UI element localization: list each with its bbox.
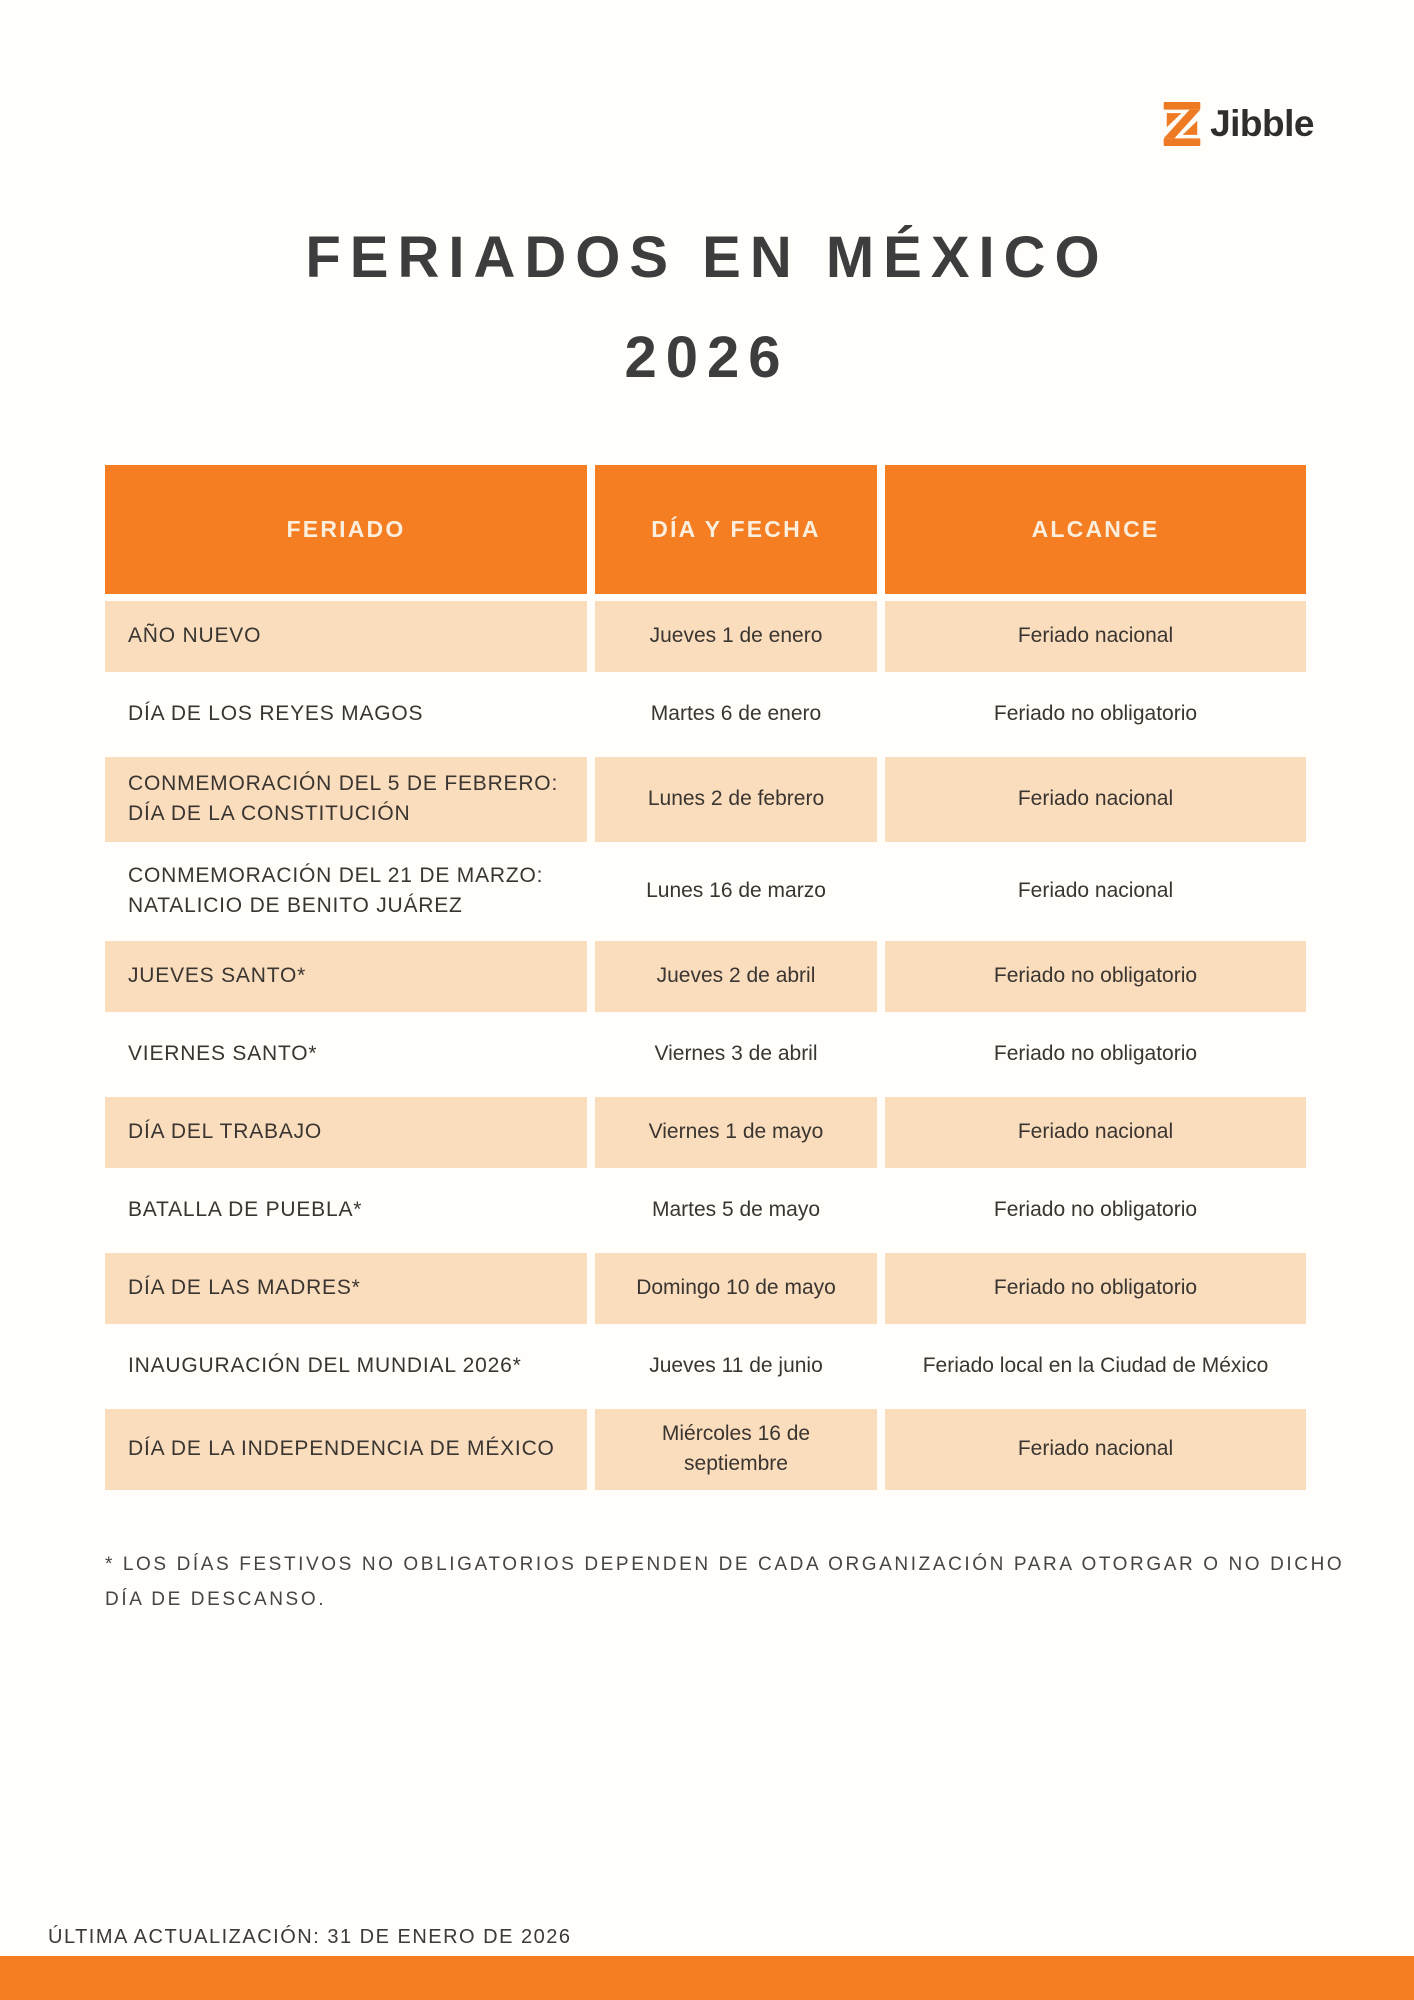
cell-fecha: Viernes 3 de abril [654,1042,818,1066]
last-updated-text: ÚLTIMA ACTUALIZACIÓN: 31 DE ENERO DE 2026 [48,1926,572,1948]
cell-fecha: Viernes 1 de mayo [595,1097,877,1168]
cell-fecha: Martes 6 de enero [650,702,822,726]
footnote: * LOS DÍAS FESTIVOS NO OBLIGATORIOS DEPENDEN DE CADA ORGANIZACIÓN PARA OTORGAR O NO DICHO DÍA DE DESCANSO. [105,1554,1345,1611]
jibble-hourglass-icon [1162,102,1202,146]
column-header-feriado: FERIADO [105,465,587,594]
cell-alcance: Feriado no obligatorio [885,941,1306,1012]
cell-alcance: Feriado nacional [1017,879,1174,903]
cell-feriado: JUEVES SANTO* [105,941,587,1012]
cell-alcance: Feriado nacional [885,601,1306,672]
cell-feriado: VIERNES SANTO* [128,1042,318,1066]
cell-feriado: INAUGURACIÓN DEL MUNDIAL 2026* [128,1354,522,1378]
page-title-line1: FERIADOS EN MÉXICO [305,225,1109,290]
cell-alcance: Feriado nacional [885,757,1306,842]
cell-feriado: CONMEMORACIÓN DEL 21 DE MARZO: NATALICIO DE BENITO JUÁREZ [128,863,544,918]
cell-fecha: Jueves 2 de abril [595,941,877,1012]
cell-alcance: Feriado no obligatorio [885,1253,1306,1324]
cell-feriado: DÍA DE LA INDEPENDENCIA DE MÉXICO [105,1409,587,1490]
cell-feriado: DÍA DE LOS REYES MAGOS [128,702,424,726]
cell-fecha: Jueves 1 de enero [595,601,877,672]
bottom-accent-bar [0,1956,1414,2000]
holidays-table [105,465,1306,1490]
cell-alcance: Feriado local en la Ciudad de México [922,1354,1269,1378]
cell-fecha: Martes 5 de mayo [651,1198,821,1222]
jibble-logo [1162,102,1314,146]
cell-feriado: AÑO NUEVO [105,601,587,672]
column-header-alcance: ALCANCE [885,465,1306,594]
cell-feriado: DÍA DE LAS MADRES* [105,1253,587,1324]
cell-feriado: CONMEMORACIÓN DEL 5 DE FEBRERO: DÍA DE LA CONSTITUCIÓN [105,757,587,842]
column-header-fecha: DÍA Y FECHA [595,465,877,594]
cell-fecha: Jueves 11 de junio [649,1354,823,1378]
cell-fecha: Miércoles 16 de septiembre [595,1409,877,1490]
cell-feriado: BATALLA DE PUEBLA* [128,1198,363,1222]
page-title [0,208,1414,408]
cell-fecha: Lunes 2 de febrero [595,757,877,842]
page-title-line2: 2026 [624,324,790,390]
cell-alcance: Feriado no obligatorio [993,1042,1198,1066]
cell-fecha: Lunes 16 de marzo [646,879,826,903]
cell-alcance: Feriado nacional [885,1097,1306,1168]
brand-name: Jibble [1210,103,1314,144]
cell-alcance: Feriado nacional [885,1409,1306,1490]
cell-alcance: Feriado no obligatorio [993,702,1198,726]
cell-feriado: DÍA DEL TRABAJO [105,1097,587,1168]
cell-alcance: Feriado no obligatorio [993,1198,1198,1222]
cell-fecha: Domingo 10 de mayo [595,1253,877,1324]
